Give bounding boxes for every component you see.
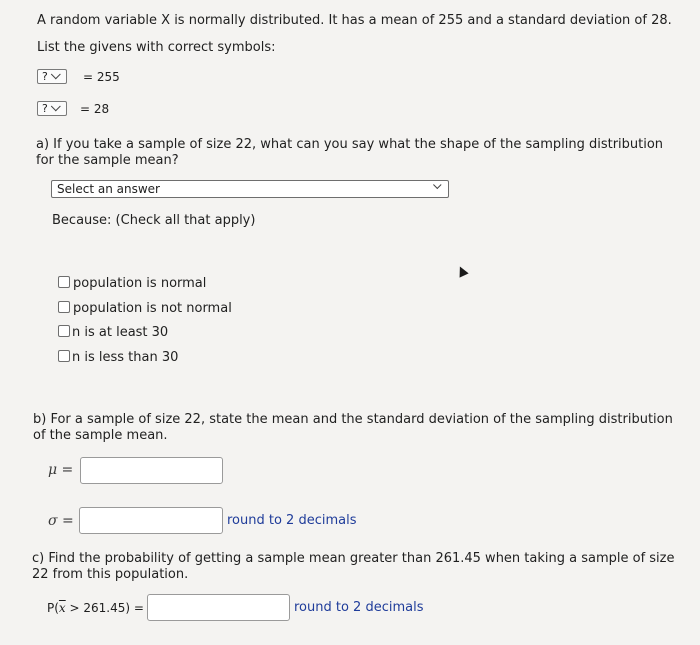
sigma-round-note: round to 2 decimals [227, 513, 357, 528]
part-a-question: a) If you take a sample of size 22, what can you say what the shape of the sampling distribution for the sample mean? [36, 137, 664, 168]
chevron-down-icon [433, 181, 441, 189]
shape-answer-select[interactable] [51, 180, 449, 198]
given-mean-symbol-value: ? [42, 70, 48, 83]
shape-answer-placeholder: Select an answer [57, 182, 160, 196]
checkbox-population-normal[interactable] [58, 276, 70, 288]
sigma-input[interactable] [79, 507, 223, 534]
option-population-not-normal: population is not normal [73, 301, 232, 316]
given-sd-value: = 28 [80, 102, 110, 116]
sigma-label: σ = [48, 513, 74, 529]
given-sd-symbol-select[interactable] [37, 101, 67, 116]
probability-label [47, 600, 144, 616]
problem-statement: A random variable X is normally distributed. It has a mean of 255 and a standard deviation of 28. [37, 13, 672, 28]
checkbox-n-less-than-30[interactable] [58, 350, 70, 362]
option-population-normal: population is normal [73, 276, 207, 291]
because-label: Because: (Check all that apply) [52, 213, 256, 228]
part-b-question: b) For a sample of size 22, state the mean and the standard deviation of the sampling distribution of the sample mean. [33, 412, 673, 443]
given-sd-symbol-value: ? [42, 102, 48, 115]
probability-label-p: P( [47, 601, 59, 615]
chevron-down-icon [51, 69, 61, 79]
chevron-down-icon [51, 101, 61, 111]
part-c-question: c) Find the probability of getting a sample mean greater than 261.45 when taking a sample of size 22 from this population. [32, 551, 675, 582]
probability-round-note: round to 2 decimals [294, 600, 424, 615]
probability-label-rest: > 261.45) = [65, 601, 144, 615]
option-n-less-than-30: n is less than 30 [72, 350, 179, 365]
option-n-at-least-30: n is at least 30 [72, 325, 169, 340]
mu-label: μ = [48, 462, 74, 478]
mu-input[interactable] [80, 457, 223, 484]
checkbox-n-at-least-30[interactable] [58, 325, 70, 337]
probability-input[interactable] [147, 594, 290, 621]
given-mean-value: = 255 [83, 70, 120, 84]
checkbox-population-not-normal[interactable] [58, 301, 70, 313]
givens-prompt: List the givens with correct symbols: [37, 40, 276, 55]
xbar-symbol: $\overline{x}$ [58, 601, 66, 615]
given-mean-symbol-select[interactable] [37, 69, 67, 84]
mouse-cursor-icon [457, 266, 467, 276]
